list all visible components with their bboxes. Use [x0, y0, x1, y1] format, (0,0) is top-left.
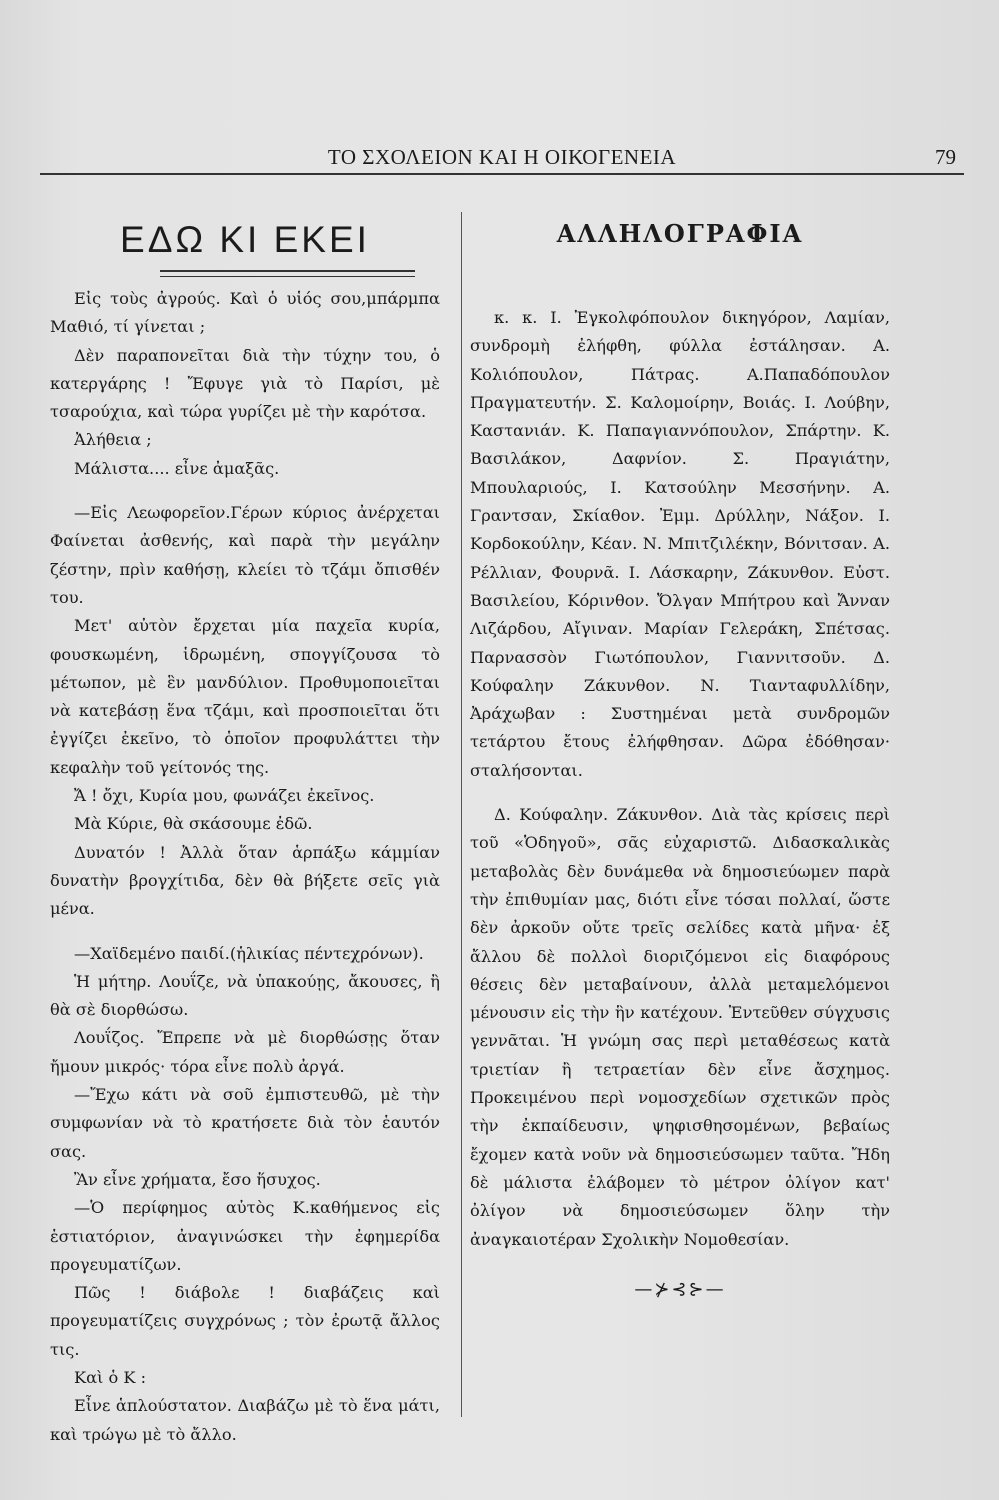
paragraph: Μετ' αὐτὸν ἔρχεται μία παχεῖα κυρία, φουσκωμένη, ἱδρωμένη, σπογγίζουσα τὸ μέτωπον, μὲ ἓν μανδύλιον. Προθυμοποιεῖται νὰ κατεβάσῃ ἕνα τζάμι, καὶ προσποιεῖται ὅτι ἐγγίζει ἐκεῖνο, τὸ ὁποῖον προφυλάττει τὴν κεφαλὴν τοῦ γείτονός της. — [50, 616, 440, 777]
column-divider — [461, 212, 462, 1417]
paragraph: Ἡ μήτηρ. Λουΐζε, νὰ ὑπακούῃς, ἄκουσες, ἢ θὰ σὲ διορθώσω. — [50, 971, 440, 1020]
journal-title: ΤΟ ΣΧΟΛΕΙΟΝ ΚΑΙ Η ΟΙΚΟΓΕΝΕΙΑ — [327, 145, 677, 169]
paragraph: κ. κ. Ι. Ἐγκολφόπουλον δικηγόρον, Λαμίαν, συνδρομὴ ἐλήφθη, φύλλα ἐστάλησαν. Α. Κολιόπουλον, Πάτρας. Α.Παπαδόπουλον Πραγματευτήν. Σ. Καλομοίρην, Βοιάς. Ι. Λούβην, Καστανιάν. Κ. Παπαγιαννόπουλον, Σπάρτην. Κ. Βασιλάκον, Δαφνίον. Σ. Πραγιάτην, Μπουλαριούς, Ι. Κατσούλην Μεσσήνην. Α. Γραντσαν, Σκίαθον. Ἐμμ. Δρύλλην, Νάξον. Ι. Κορδοκούλην, Κέαν. Ν. Μπιτζιλέκην, Βόνιτσαν. Α. Ρέλλιαν, Φουρνᾶ. Ι. Λάσκαρην, Ζάκυνθον. Εὐστ. Βασιλείου, Κόρινθον. Ὄλγαν Μπήτρου καὶ Ἄνναν Λιζάρδου, Αἴγιναν. Μαρίαν Γελεράκη, Σπέτσας. Παρνασσὸν Γιωτόπουλον, Γιαννιτσοῦν. Δ. Κούφαλην Ζάκυνθον. Ν. Τιανταφυλλίδην, Ἀράχωβαν : Συστημέναι μετὰ συνδρομῶν τετάρτου ἔτους ἐλήφθησαν. Δῶρα ἐδόθησαν· σταλήσονται. — [470, 308, 890, 780]
paragraph: Πῶς ! διάβολε ! διαβάζεις καὶ προγευματίζεις συγχρόνως ; τὸν ἐρωτᾷ ἄλλος τις. — [50, 1283, 440, 1359]
paragraph: Ἂν εἶνε χρήματα, ἔσο ἥσυχος. — [74, 1169, 321, 1189]
paragraph: Ἀλήθεια ; — [74, 430, 152, 450]
paragraph: Λουΐζος. Ἔπρεπε νὰ μὲ διορθώσῃς ὅταν ἤμουν μικρός· τόρα εἶνε πολὺ ἀργά. — [50, 1028, 440, 1076]
paragraph: —Εἰς Λεωφορεῖον.Γέρων κύριος ἀνέρχεται Φαίνεται ἀσθενής, καὶ παρὰ τὴν μεγάλην ζέστην, πρὶν καθήσῃ, κλείει τὸ τζάμι ὄπισθέν του. — [50, 503, 440, 607]
section-title-allilografia: ΑΛΛΗΛΟΓΡΑΦΙΑ — [556, 219, 804, 248]
paragraph: Μάλιστα.... εἶνε ἀμαξᾶς. — [74, 458, 280, 478]
page-number: 79 — [935, 145, 956, 169]
right-column — [470, 210, 890, 1304]
paragraph: Ἄ ! ὄχι, Κυρία μου, φωνάζει ἐκεῖνος. — [74, 786, 375, 806]
paragraph: —Χαϊδεμένο παιδί.(ἡλικίας πέντεχρόνων). — [74, 943, 424, 963]
paragraph: —Ἔχω κάτι νὰ σοῦ ἐμπιστευθῶ, μὲ τὴν συμφωνίαν νὰ τὸ κρατήσετε διὰ τὸν ἑαυτόν σας. — [50, 1085, 440, 1161]
paragraph: Εἶνε ἁπλούστατον. Διαβάζω μὲ τὸ ἕνα μάτι, καὶ τρώγω μὲ τὸ ἄλλο. — [50, 1396, 440, 1444]
paragraph: Δὲν παραπονεῖται διὰ τὴν τύχην του, ὁ κατεργάρης ! Ἔφυγε γιὰ τὸ Παρίσι, μὲ τσαρούχια, καὶ τώρα γυρίζει μὲ τὴν καρότσα. — [50, 345, 440, 422]
paragraph: Εἰς τοὺς ἀγρούς. Καὶ ὁ υἱός σου,μπάρμπα Μαθιό, τί γίνεται ; — [50, 289, 440, 337]
paragraph: Μὰ Κύριε, θὰ σκάσουμε ἐδῶ. — [74, 814, 313, 834]
paragraph: —Ὁ περίφημος αὐτὸς Κ.καθήμενος εἰς ἑστιατόριον, ἀναγινώσκει τὴν ἐφημερίδα προγευματίζων. — [50, 1198, 440, 1274]
paragraph: Καὶ ὁ Κ : — [74, 1367, 147, 1387]
running-header — [40, 143, 964, 175]
paragraph: Δ. Κούφαλην. Ζάκυνθον. Διὰ τὰς κρίσεις περὶ τοῦ «Ὁδηγοῦ», σᾶς εὐχαριστῶ. Διδασκαλικὰς μεταβολὰς δὲν δυνάμεθα νὰ δημοσιεύωμεν παρὰ τὴν ἐπιθυμίαν μας, διότι εἶνε τόσαι πολλαί, ὥστε δὲν ἀρκοῦν οὔτε τρεῖς σελίδες κατὰ μῆνα· ἐξ ἄλλου δὲ πολλοὶ διοριζόμενοι εἰς διαφόρους θέσεις δὲν μεταβαίνουν, ἀλλὰ μεταμελόμενοι μένουσιν εἰς τὴν ἣν κατέχουν. Ἐντεῦθεν σύγχυσις γεννᾶται. Ἡ γνώμη σας περὶ μεταθέσεως κατὰ τριετίαν ἢ τετραετίαν δὲν εἶνε ἄσχημος. Προκειμένου περὶ νομοσχεδίων σχετικῶν πρὸς τὴν ἐκπαίδευσιν, ψηφισθησομένων, βεβαίως ἔχομεν κατὰ νοῦν νὰ δημοσιεύσωμεν ταῦτα. Ἤδη δὲ μάλιστα ἐλάβομεν τὸ μέτρον ὀλίγον κατ' ὀλίγον νὰ δημοσιεύσωμεν ὅλην τὴν ἀναγκαιοτέραν Σχολικὴν Νομοθεσίαν. — [470, 805, 890, 1249]
section-title-edo-ki-ekei: ΕΔΩ ΚΙ ΕΚΕΙ — [120, 219, 370, 260]
title-rule — [160, 270, 415, 277]
left-column — [50, 210, 440, 1449]
paragraph: Δυνατόν ! Ἀλλὰ ὅταν ἁρπάξω κάμμίαν δυνατὴν βρογχίτιδα, δὲν θὰ βήξετε σεῖς γιὰ μένα. — [50, 842, 440, 919]
ornament-flourish: —⊁⊰⊱— — [634, 1278, 726, 1300]
